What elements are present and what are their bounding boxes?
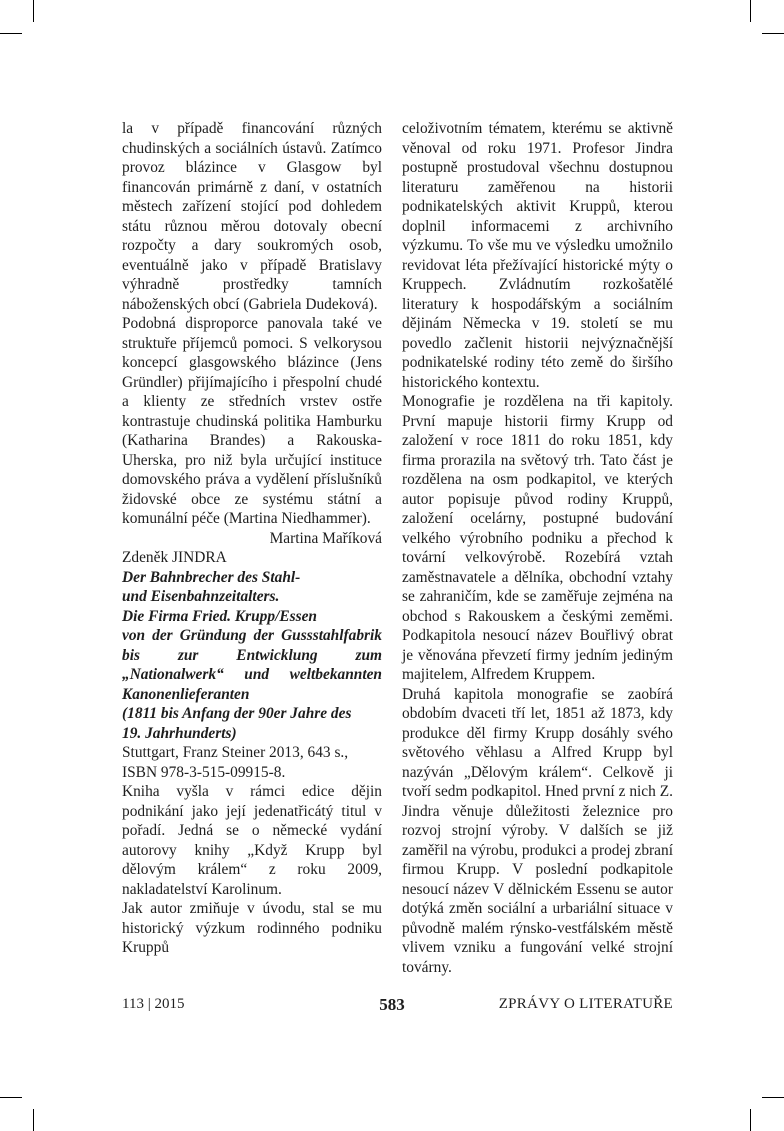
title-line: 19. Jahrhunderts) [122,724,237,742]
title-line: (1811 bis Anfang der 90er Jahre des [122,705,352,722]
left-column [122,119,382,958]
paragraph: Monografie je rozdělena na tři kapitoly. První mapuje historii firmy Krupp od založení v roce 1811 do roku 1851, kdy firma prorazila na světový trh. Tato část je rozdělena na osm podkapitol, ve kterých autor popisuje původ rodiny Kruppů, založení ocelárny, postupné budování velkého výrobního podniku a přechod k tovární velkovýrobě. Rozebírá vztah zaměstnavatele a dělníka, obchodní vztahy se zahraničím, kde se zaměřuje zejména na obchod s Rakouskem a českými zeměmi. Podkapitola nesoucí název Bouřlivý obrat je věnována převzetí firmy jedním jediným majitelem, Alfredem Kruppem. [402,393,673,683]
crop-mark-bottom-left [33,1109,34,1131]
paragraph: celoživotním tématem, kterému se aktivně věnoval od roku 1971. Profesor Jindra postupně prostudoval všechnu dostupnou literaturu zaměřenou na historii podnikatelských aktivit Kruppů, kterou doplnil informacemi z archivního výzkumu. To vše mu ve výsledku umožnilo revidovat léta přežívající historické mýty o Kruppech. Zvládnutím rozkošatělé literatury k hospodářským a sociálním dějinám Německa v 19. století se mu povedlo začlenit historii nejvýznačnější podnikatelské rodiny této země do širšího historického kontextu. [402,120,673,391]
crop-mark-bottom-right-h [762,1097,784,1098]
crop-mark-top-left [33,0,34,22]
review-book-author: Zdeněk JINDRA [122,549,227,566]
paragraph: Jak autor zmiňuje v úvodu, stal se mu historický výzkum rodinného podniku Kruppů [122,900,382,956]
title-line: Die Firma Fried. Krupp/Essen [122,607,317,625]
review-book-publisher: Stuttgart, Franz Steiner 2013, 643 s., [122,744,349,761]
crop-mark-top-right [750,0,751,22]
paragraph: Kniha vyšla v rámci edice dějin podnikání jako její jedenatřicátý titul v pořadí. Jedná se o německé vydání autorovy knihy „Když Krupp byl dělovým králem“ z roku 2009, nakladatelství Karolinum. [122,783,382,898]
title-line: und Eisenbahnzeitalters. [122,588,280,605]
title-line: von der Gründung der Gussstahlfabrik bis zur Entwicklung zum „Nationalwerk“ und weltbekannten Kanonenlieferanten [122,627,382,703]
crop-mark-top-left-h [0,33,22,34]
footer-section-title: ZPRÁVY O LITERATUŘE [498,996,673,1012]
page-number: 583 [379,995,405,1014]
crop-mark-top-right-h [762,33,784,34]
footer-journal-issue: 113 | 2015 [122,996,185,1012]
paragraph: Podobná disproporce panovala také ve struktuře příjemců pomoci. S velkorysou koncepcí glasgowského blázince (Jens Gründler) přijímajícího i přespolní chudé a klienty ze středních vrstev ostře kontrastuje chudinská politika Hamburku (Katharina Brandes) a Rakouska-Uherska, pro niž byla určující instituce domovského práva a vydělení příslušníků židovské obce ze systému státní a komunální péče (Martina Niedhammer). [122,315,382,527]
crop-mark-bottom-left-h [0,1097,22,1098]
review-book-isbn: ISBN 978-3-515-09915-8. [122,763,286,781]
crop-mark-bottom-right [750,1109,751,1131]
review-book-title [122,568,382,744]
paragraph: Druhá kapitola monografie se zaobírá obdobím dvaceti tří let, 1851 až 1873, kdy produkce děl firmy Krupp dosáhly svého světového věhlasu a Alfred Krupp byl nazýván „Dělovým králem“. Celkově ji tvoří sedm podkapitol. Hned první z nich Z. Jindra věnuje důležitosti železnice pro rozvoj strojní výroby. V dalších se již zaměřil na výrobu, produkci a prodej zbraní firmou Krupp. V poslední podkapitole nesoucí název V dělnickém Essenu se autor dotýká změn sociální a urbariální situace v původně malém rýnsko-vestfálském městě vlivem vzniku a fungování velké strojní továrny. [402,685,673,976]
paragraph: la v případě financování různých chudinských a sociálních ústavů. Zatímco provoz blázince v Glasgow byl financován primárně z daní, v ostatních městech zařízení stojící pod dohledem státu různou měrou dotovaly obecní rozpočty a dary soukromých osob, eventuálně jako v případě Bratislavy výhradně prostředky tamních náboženských obcí (Gabriela Dudeková). [122,120,382,313]
title-line: Der Bahnbrecher des Stahl- [122,568,301,586]
right-column [402,119,673,977]
review-signature: Martina Maříková [269,529,382,547]
